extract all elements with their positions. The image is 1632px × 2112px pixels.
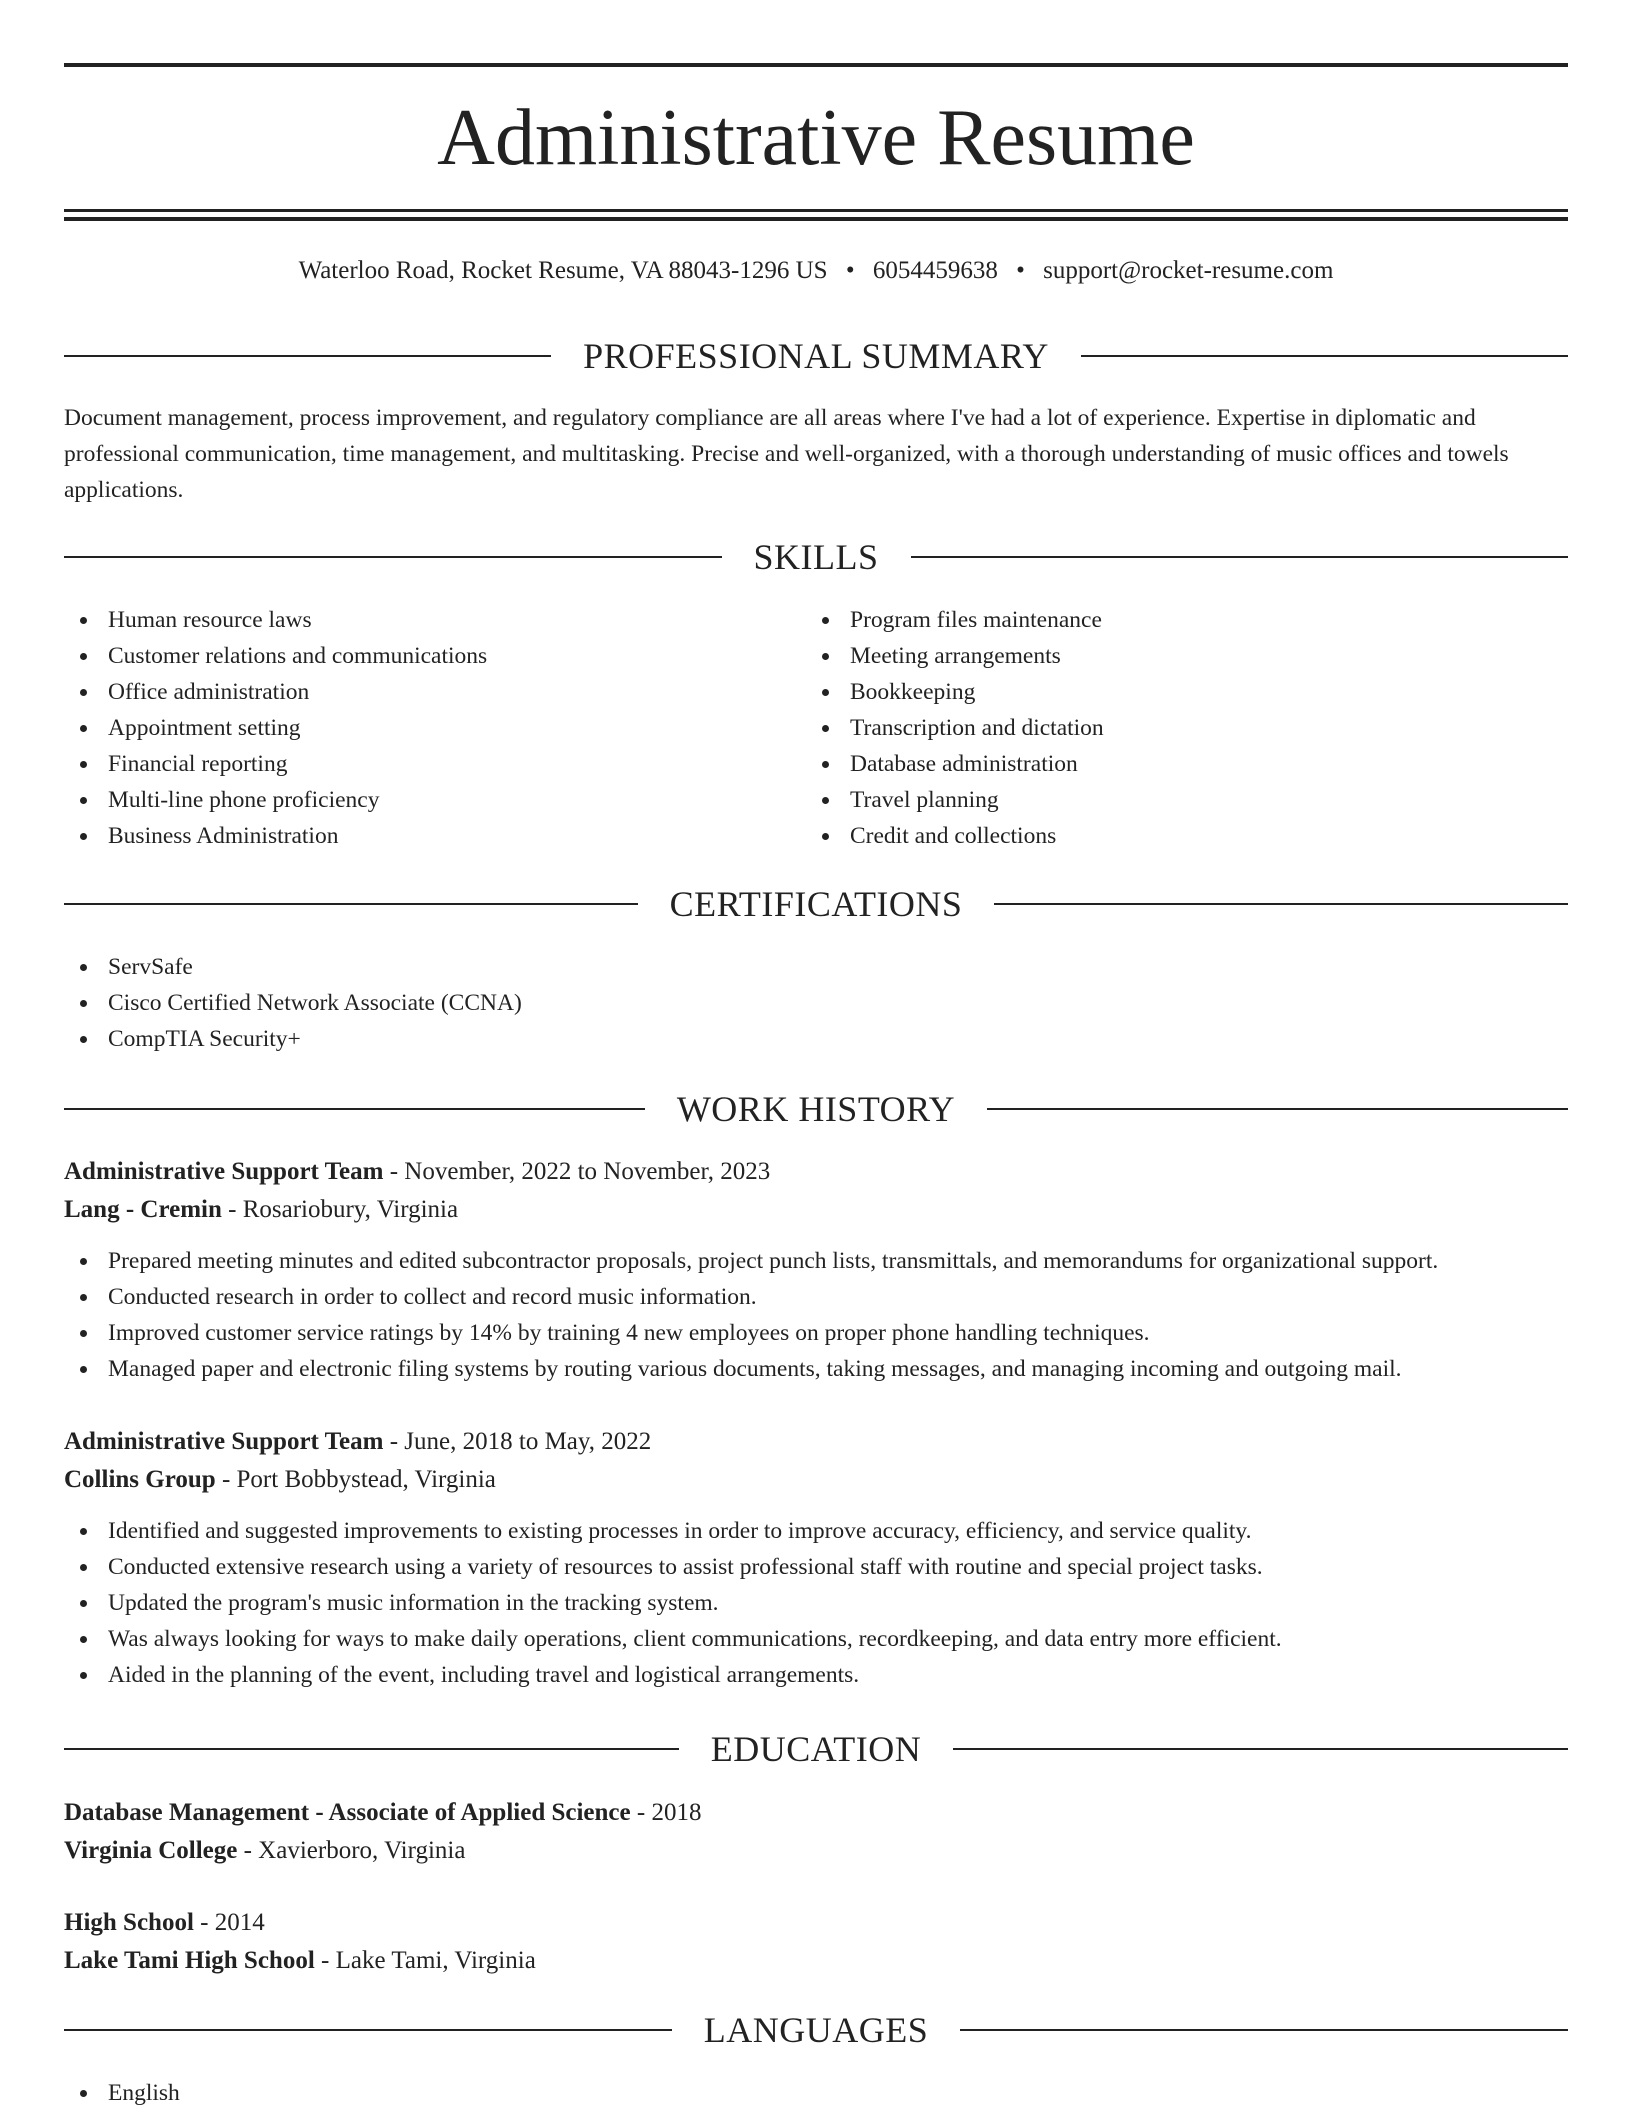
contact-line: [64, 254, 1568, 288]
section-rule: [64, 1748, 679, 1750]
job-duty: Identified and suggested improvements to existing processes in order to improve accuracy, efficiency, and service quality.: [64, 1513, 1568, 1549]
section-rule: [64, 903, 638, 905]
certification-item: ServSafe: [64, 949, 522, 985]
job-heading: [64, 1423, 1568, 1461]
section-rule: [1081, 355, 1568, 357]
job-dates: - November, 2022 to November, 2023: [383, 1158, 771, 1185]
section-rule: [64, 355, 551, 357]
title-rule-lower: [64, 217, 1568, 221]
section-rule: [960, 2029, 1568, 2031]
education-school: Virginia College: [64, 1837, 238, 1864]
job-dates: - June, 2018 to May, 2022: [383, 1428, 652, 1455]
job-employer: [64, 1461, 1568, 1499]
summary-text: Document management, process improvement, and regulatory compliance are all areas where I've had a lot of experience. Expertise in diplomatic and professional communication, time management, and multitasking. Precise and well-organized, with a thorough understanding of music offices and towels applications.: [64, 405, 1509, 503]
certification-item: CompTIA Security+: [64, 1021, 522, 1057]
education-entry: [64, 1794, 1568, 1870]
job-duties-list: [64, 1243, 1568, 1387]
skill-item: Database administration: [806, 746, 1566, 782]
section-title-work-history: WORK HISTORY: [676, 1089, 956, 1129]
job-employer: [64, 1191, 1568, 1229]
job-duty: Prepared meeting minutes and edited subcontractor proposals, project punch lists, transmittals, and memorandums for organizational support.: [64, 1243, 1568, 1279]
contact-address: Waterloo Road, Rocket Resume, VA 88043-1296 US: [298, 257, 828, 284]
certifications-list: [64, 949, 522, 1057]
contact-phone: 6054459638: [872, 257, 998, 284]
section-rule: [994, 903, 1568, 905]
section-rule: [64, 1108, 645, 1110]
job-duty: Was always looking for ways to make daily operations, client communications, recordkeeping, and data entry more efficient.: [64, 1621, 1568, 1657]
section-header-education: [64, 1727, 1568, 1771]
skill-item: Multi-line phone proficiency: [64, 782, 804, 818]
skill-item: Appointment setting: [64, 710, 804, 746]
education-school-line: [64, 1942, 1568, 1980]
education-degree: High School: [64, 1909, 194, 1936]
skill-item: Financial reporting: [64, 746, 804, 782]
section-rule: [64, 2029, 672, 2031]
language-item: English: [64, 2075, 180, 2111]
section-title-summary: PROFESSIONAL SUMMARY: [583, 336, 1049, 376]
section-title-education: EDUCATION: [710, 1729, 922, 1769]
job-location: - Rosariobury, Virginia: [221, 1196, 459, 1223]
education-school: Lake Tami High School: [64, 1947, 315, 1974]
skill-item: Customer relations and communications: [64, 638, 804, 674]
job-location: - Port Bobbystead, Virginia: [215, 1466, 496, 1493]
skill-item: Bookkeeping: [806, 674, 1566, 710]
section-title-skills: SKILLS: [753, 537, 879, 577]
education-entry: [64, 1904, 1568, 1980]
education-degree-line: [64, 1794, 1568, 1832]
section-rule: [953, 1748, 1568, 1750]
skill-item: Program files maintenance: [806, 602, 1566, 638]
top-rule: [64, 63, 1568, 67]
section-header-certifications: [64, 882, 1568, 926]
job-title: Administrative Support Team: [64, 1158, 384, 1185]
skill-item: Business Administration: [64, 818, 804, 854]
contact-email: support@rocket-resume.com: [1043, 257, 1334, 284]
section-title-languages: LANGUAGES: [703, 2010, 929, 2050]
education-year: - 2014: [193, 1909, 265, 1936]
skill-item: Meeting arrangements: [806, 638, 1566, 674]
job-duty: Conducted extensive research using a variety of resources to assist professional staff with routine and special project tasks.: [64, 1549, 1568, 1585]
education-location: - Lake Tami, Virginia: [314, 1947, 536, 1974]
education-year: - 2018: [630, 1799, 702, 1826]
section-header-skills: [64, 535, 1568, 579]
education-school-line: [64, 1832, 1568, 1870]
section-header-languages: [64, 2008, 1568, 2052]
resume-title: Administrative Resume: [437, 94, 1195, 182]
job-title: Administrative Support Team: [64, 1428, 384, 1455]
job-duty: Managed paper and electronic filing systems by routing various documents, taking messages, and managing incoming and outgoing mail.: [64, 1351, 1568, 1387]
job-duties-list: [64, 1513, 1568, 1693]
education-degree: Database Management - Associate of Applied Science: [64, 1799, 631, 1826]
certification-item: Cisco Certified Network Associate (CCNA): [64, 985, 522, 1021]
job-duty: Conducted research in order to collect and record music information.: [64, 1279, 1568, 1315]
job-duty: Updated the program's music information in the tracking system.: [64, 1585, 1568, 1621]
contact-separator: •: [1016, 257, 1025, 284]
work-entry: [64, 1423, 1568, 1693]
skill-item: Transcription and dictation: [806, 710, 1566, 746]
skill-item: Human resource laws: [64, 602, 804, 638]
skill-item: Travel planning: [806, 782, 1566, 818]
skill-item: Office administration: [64, 674, 804, 710]
section-rule: [911, 556, 1569, 558]
job-company: Collins Group: [64, 1466, 216, 1493]
work-entry: [64, 1153, 1568, 1387]
education-location: - Xavierboro, Virginia: [237, 1837, 466, 1864]
skill-item: Credit and collections: [806, 818, 1566, 854]
section-rule: [64, 556, 722, 558]
section-rule: [987, 1108, 1568, 1110]
languages-list: [64, 2075, 180, 2111]
job-duty: Improved customer service ratings by 14% by training 4 new employees on proper phone handling techniques.: [64, 1315, 1568, 1351]
education-degree-line: [64, 1904, 1568, 1942]
skills-list-left: [64, 602, 804, 854]
job-company: Lang - Cremin: [64, 1196, 222, 1223]
section-header-work-history: [64, 1087, 1568, 1131]
job-heading: [64, 1153, 1568, 1191]
section-title-certifications: CERTIFICATIONS: [669, 884, 963, 924]
skills-list-right: [806, 602, 1566, 854]
contact-separator: •: [845, 257, 855, 284]
title-rule-upper: [64, 209, 1568, 212]
section-header-summary: [64, 334, 1568, 378]
job-duty: Aided in the planning of the event, including travel and logistical arrangements.: [64, 1657, 1568, 1693]
